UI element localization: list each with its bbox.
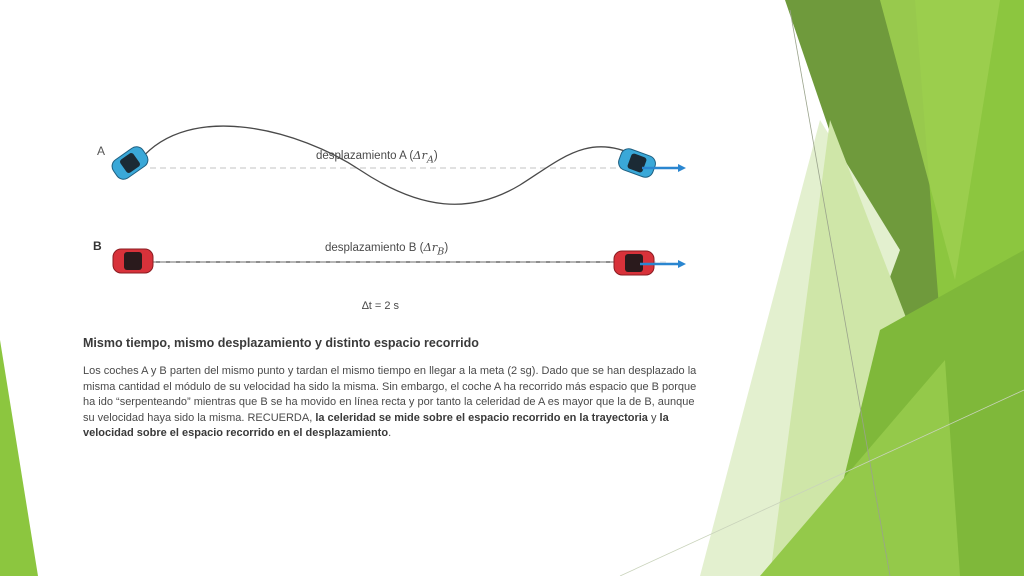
paragraph-connector: y <box>647 411 660 424</box>
displacement-a-close: ) <box>433 150 438 162</box>
car-a-start <box>109 144 151 183</box>
displacement-a-sub: A <box>426 154 434 166</box>
car-b-label: B <box>93 239 102 253</box>
velocity-arrowhead-b <box>678 260 686 268</box>
paragraph-text: Los coches A y B parten del mismo punto y tardan el mismo tiempo en llegar a la meta (2 sg). Dado que se han desplazado la misma cantidad el módulo de su velocidad ha sido la misma. Sin embargo, el coche A ha recorrido más espacio que B porque ha ido “serpenteando” mientras que B se ha movido en línea recta y por tanto la celeridad de A es mayor que la de B, aunque su velocidad haya sido la misma. RECUERDA, <box>83 365 697 424</box>
displacement-b-prefix: desplazamiento B ( <box>325 242 424 254</box>
car-a-label: A <box>97 144 106 158</box>
car-b-start <box>113 249 153 273</box>
car-a-end <box>616 147 657 180</box>
explanation-paragraph <box>83 364 703 442</box>
section-heading: Mismo tiempo, mismo desplazamiento y distinto espacio recorrido <box>83 336 479 350</box>
displacement-a-label <box>316 148 438 165</box>
paragraph-bold-celeridad: la celeridad se mide sobre el espacio recorrido en la trayectoria <box>315 411 648 424</box>
displacement-b-symbol: Δr <box>423 240 438 254</box>
displacement-a-symbol: Δr <box>413 148 427 162</box>
paragraph-bold-velocidad: la velocidad sobre el espacio recorrido en el desplazamiento <box>83 411 669 440</box>
velocity-arrowhead-a <box>678 164 686 172</box>
paragraph-end: . <box>388 427 392 440</box>
displacement-b-close: ) <box>444 242 449 254</box>
time-interval-label: ∆t = 2 s <box>362 300 399 312</box>
left-green-triangle <box>0 340 38 576</box>
displacement-b-sub: B <box>437 246 445 258</box>
displacement-b-label <box>325 240 448 257</box>
displacement-a-prefix: desplazamiento A ( <box>316 150 414 162</box>
